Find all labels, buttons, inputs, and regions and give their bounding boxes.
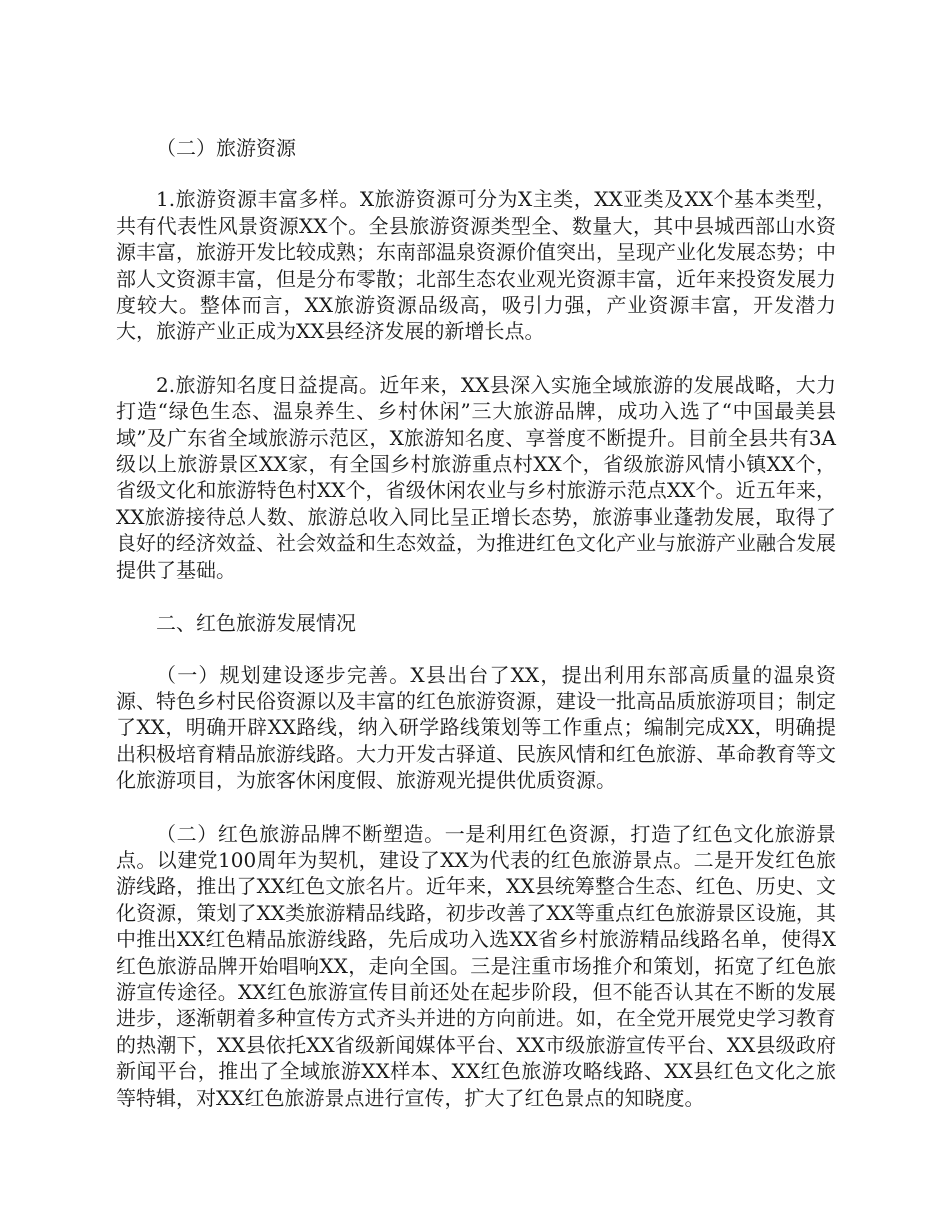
section-heading-tourism-resources: （二）旅游资源	[156, 136, 296, 160]
paragraph-planning-construction: （一）规划建设逐步完善。X县出台了XX，提出利用东部高质量的温泉资源、特色乡村民俗资源以及丰富的红色旅游资源，建设一批高品质旅游项目；制定了XX，明确开辟XX路线，纳入研学路线策划等工作重点；编制完成XX，明确提出积极培育精品旅游线路。大力开发古驿道、民族风情和红色旅游、革命教育等文化旅游项目，为旅客休闲度假、旅游观光提供优质资源。	[116, 662, 836, 793]
section-heading-red-tourism: 二、红色旅游发展情况	[156, 611, 356, 636]
paragraph-brand-building: （二）红色旅游品牌不断塑造。一是利用红色资源，打造了红色文化旅游景点。以建党100周年为契机，建设了XX为代表的红色旅游景点。二是开发红色旅游线路，推出了XX红色文旅名片。近年来，XX县统筹整合生态、红色、历史、文化资源，策划了XX类旅游精品线路，初步改善了XX等重点红色旅游景区设施，其中推出XX红色精品旅游线路，先后成功入选XX省乡村旅游精品线路名单，使得X红色旅游品牌开始唱响XX，走向全国。三是注重市场推介和策划，拓宽了红色旅游宣传途径。XX红色旅游宣传目前还处在起步阶段，但不能否认其在不断的发展进步，逐渐朝着多种宣传方式齐头并进的方向前进。如，在全党开展党史学习教育的热潮下，XX县依托XX省级新闻媒体平台、XX市级旅游宣传平台、XX县级政府新闻平台，推出了全域旅游XX样本、XX红色旅游攻略线路、XX县红色文化之旅等特辑，对XX红色旅游景点进行宣传，扩大了红色景点的知晓度。	[116, 821, 836, 1110]
paragraph-tourism-reputation: 2.旅游知名度日益提高。近年来，XX县深入实施全域旅游的发展战略，大力打造“绿色生态、温泉养生、乡村休闲”三大旅游品牌，成功入选了“中国最美县域”及广东省全域旅游示范区，X旅游知名度、享誉度不断提升。目前全县共有3A级以上旅游景区XX家，有全国乡村旅游重点村XX个，省级旅游风情小镇XX个，省级文化和旅游特色村XX个，省级休闲农业与乡村旅游示范点XX个。近五年来，XX旅游接待总人数、旅游总收入同比呈正增长态势，旅游事业蓬勃发展，取得了良好的经济效益、社会效益和生态效益，为推进红色文化产业与旅游产业融合发展提供了基础。	[116, 372, 836, 582]
document-body	[116, 135, 836, 1111]
paragraph-resources-diversity: 1.旅游资源丰富多样。X旅游资源可分为X主类，XX亚类及XX个基本类型，共有代表性风景资源XX个。全县旅游资源类型全、数量大，其中县城西部山水资源丰富，旅游开发比较成熟；东南部温泉资源价值突出，呈现产业化发展态势；中部人文资源丰富，但是分布零散；北部生态农业观光资源丰富，近年来投资发展力度较大。整体而言，XX旅游资源品级高，吸引力强，产业资源丰富，开发潜力大，旅游产业正成为XX县经济发展的新增长点。	[116, 187, 836, 344]
